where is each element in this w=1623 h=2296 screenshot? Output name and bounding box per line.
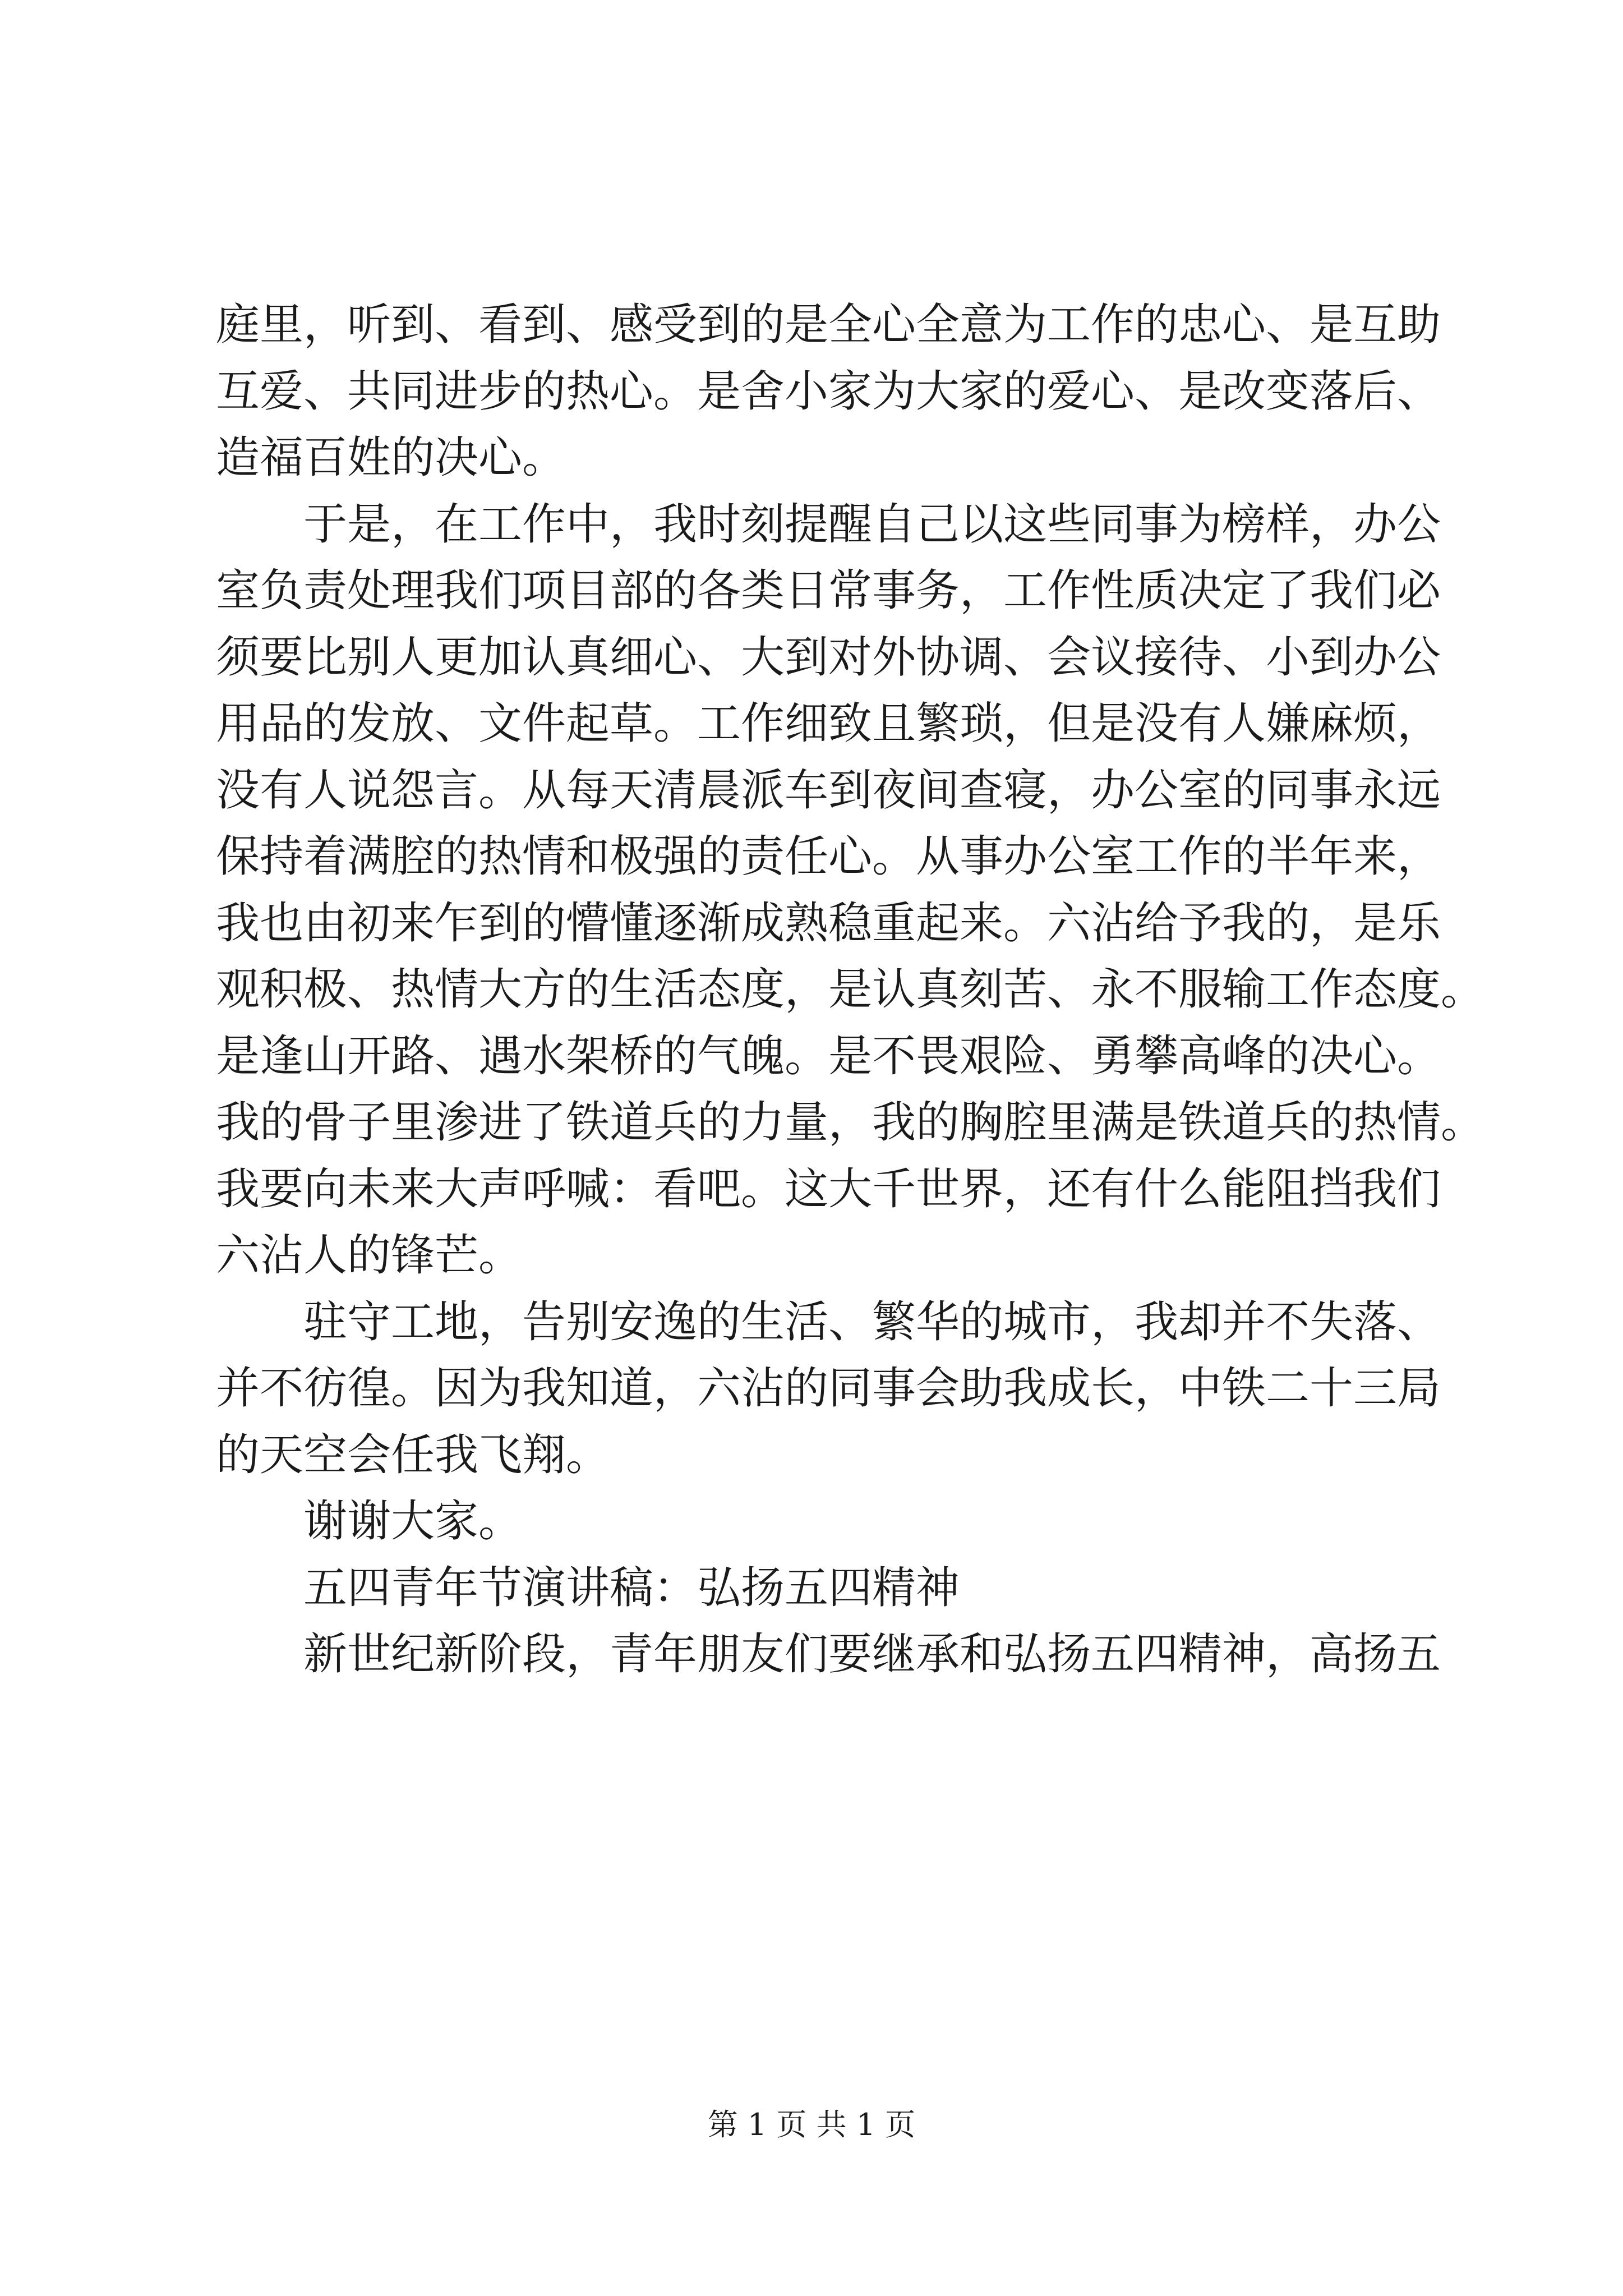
- document-body: [216, 292, 1485, 1688]
- text-line: 是逢山开路、遇水架桥的气魄。是不畏艰险、勇攀高峰的决心。: [216, 1030, 1441, 1082]
- paragraph: [216, 1488, 1422, 1555]
- paragraph: [216, 1555, 1422, 1622]
- text-line: 没有人说怨言。从每天清晨派车到夜间查寝，办公室的同事永远: [216, 765, 1441, 816]
- text-line: 我也由初来乍到的懵懂逐渐成熟稳重起来。六沾给予我的，是乐: [216, 898, 1441, 949]
- text-line: 驻守工地，告别安逸的生活、繁华的城市，我却并不失落、: [303, 1296, 1441, 1347]
- text-line: 谢谢大家。: [303, 1496, 523, 1547]
- text-line: 观积极、热情大方的生活态度，是认真刻苦、永不服输工作态度。: [216, 964, 1485, 1015]
- text-line: 的天空会任我飞翔。: [216, 1429, 610, 1480]
- text-line: 室负责处理我们项目部的各类日常事务，工作性质决定了我们必: [216, 565, 1441, 616]
- text-line: 用品的发放、文件起草。工作细致且繁琐，但是没有人嫌麻烦，: [216, 698, 1441, 749]
- paragraph: [216, 1621, 1441, 1688]
- text-line: 互爱、共同进步的热心。是舍小家为大家的爱心、是改变落后、: [216, 366, 1441, 417]
- text-line: 须要比别人更加认真细心、大到对外协调、会议接待、小到办公: [216, 632, 1441, 683]
- text-line: 六沾人的锋芒。: [216, 1230, 523, 1281]
- text-line: 造福百姓的决心。: [216, 432, 566, 483]
- paragraph: [216, 292, 1441, 491]
- text-line: 保持着满腔的热情和极强的责任心。从事办公室工作的半年来，: [216, 831, 1441, 882]
- text-line: 于是，在工作中，我时刻提醒自己以这些同事为榜样，办公: [303, 499, 1441, 550]
- paragraph: [216, 1289, 1441, 1489]
- text-line: 我的骨子里渗进了铁道兵的力量，我的胸腔里满是铁道兵的热情。: [216, 1097, 1485, 1148]
- text-line: 五四青年节演讲稿：弘扬五四精神: [303, 1562, 960, 1613]
- text-line: 我要向未来大声呼喊：看吧。这大千世界，还有什么能阻挡我们: [216, 1163, 1441, 1214]
- page-footer: 第 1 页 共 1 页: [707, 2107, 916, 2142]
- text-line: 新世纪新阶段，青年朋友们要继承和弘扬五四精神，高扬五: [303, 1629, 1441, 1680]
- paragraph: [216, 491, 1485, 1289]
- text-line: 庭里，听到、看到、感受到的是全心全意为工作的忠心、是互助: [216, 300, 1441, 350]
- text-line: 并不彷徨。因为我知道，六沾的同事会助我成长，中铁二十三局: [216, 1363, 1441, 1414]
